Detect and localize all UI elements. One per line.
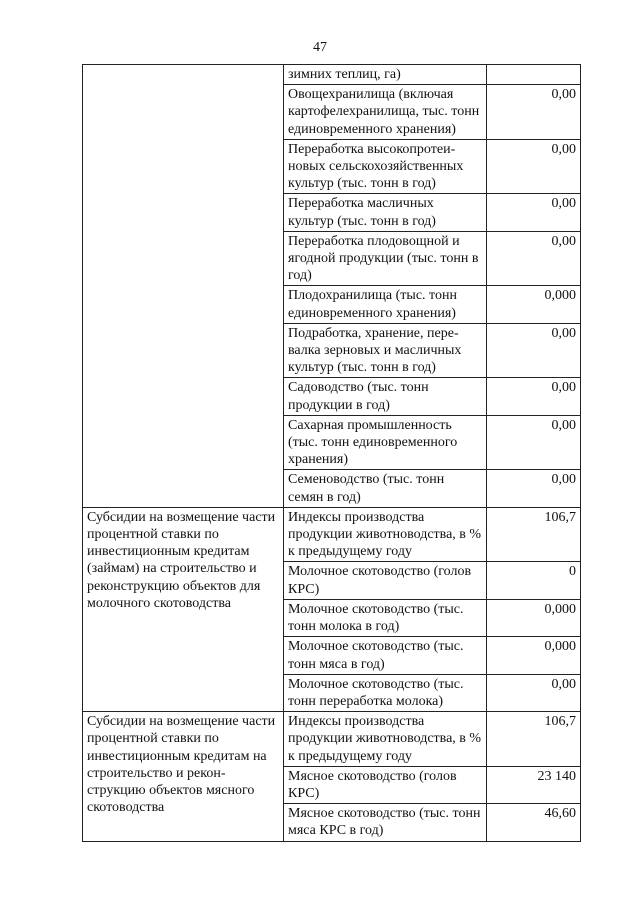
indicator-cell: Переработка плодовощной и ягодной продукции (тыс. тонн в год) [284,231,487,286]
indicator-cell: Плодохранилища (тыс. тонн единовременного хранения) [284,286,487,323]
indicator-cell: Садоводство (тыс. тонн продукции в год) [284,378,487,415]
indicator-cell: Переработка высокопротеи-новых сельскохозяйственных культур (тыс. тонн в год) [284,139,487,194]
table-row [83,65,581,85]
indicator-cell: Молочное скотоводство (тыс. тонн мяса в год) [284,637,487,674]
indicator-cell: Подработка, хранение, пере-валка зерновых и масличных культур (тыс. тонн в год) [284,323,487,378]
value-cell: 0,00 [487,470,581,507]
group-label: Субсидии на возмещение части процентной ставки по инвестиционным кредитам (займам) на строительство и реконструкцию объектов для молочного скотоводства [83,507,284,711]
indicator-cell: Мясное скотоводство (голов КРС) [284,766,487,803]
value-cell: 0,00 [487,194,581,231]
indicator-cell: Сахарная промышленность (тыс. тонн единовременного хранения) [284,415,487,470]
value-cell: 0,000 [487,286,581,323]
indicator-cell: Переработка масличных культур (тыс. тонн в год) [284,194,487,231]
indicator-cell: Молочное скотоводство (тыс. тонн переработка молока) [284,674,487,711]
value-cell: 0,00 [487,85,581,140]
value-cell: 0,000 [487,637,581,674]
subsidy-table [82,64,581,842]
indicator-cell: Мясное скотоводство (тыс. тонн мяса КРС в год) [284,804,487,841]
value-cell: 0,000 [487,599,581,636]
value-cell: 0,00 [487,378,581,415]
value-cell: 0,00 [487,674,581,711]
value-cell: 0,00 [487,415,581,470]
value-cell: 0,00 [487,231,581,286]
table-row [83,507,581,562]
group-label [83,65,284,508]
page-number: 47 [313,40,327,55]
indicator-cell: Молочное скотоводство (тыс. тонн молока в год) [284,599,487,636]
value-cell: 0,00 [487,139,581,194]
value-cell: 106,7 [487,712,581,767]
group-label: Субсидии на возмещение части процентной ставки по инвестиционным кредитам на строительство и рекон-струкцию объектов мясного скотоводства [83,712,284,841]
value-cell [487,65,581,85]
indicator-cell: Индексы производства продукции животноводства, в % к предыдущему году [284,712,487,767]
value-cell: 0,00 [487,323,581,378]
indicator-cell: Молочное скотоводство (голов КРС) [284,562,487,599]
indicator-cell: зимних теплиц, га) [284,65,487,85]
value-cell: 0 [487,562,581,599]
indicator-cell: Овощехранилища (включая картофелехранилища, тыс. тонн единовременного хранения) [284,85,487,140]
indicator-cell: Индексы производства продукции животноводства, в % к предыдущему году [284,507,487,562]
value-cell: 46,60 [487,804,581,841]
value-cell: 23 140 [487,766,581,803]
value-cell: 106,7 [487,507,581,562]
table-row [83,712,581,767]
indicator-cell: Семеноводство (тыс. тонн семян в год) [284,470,487,507]
